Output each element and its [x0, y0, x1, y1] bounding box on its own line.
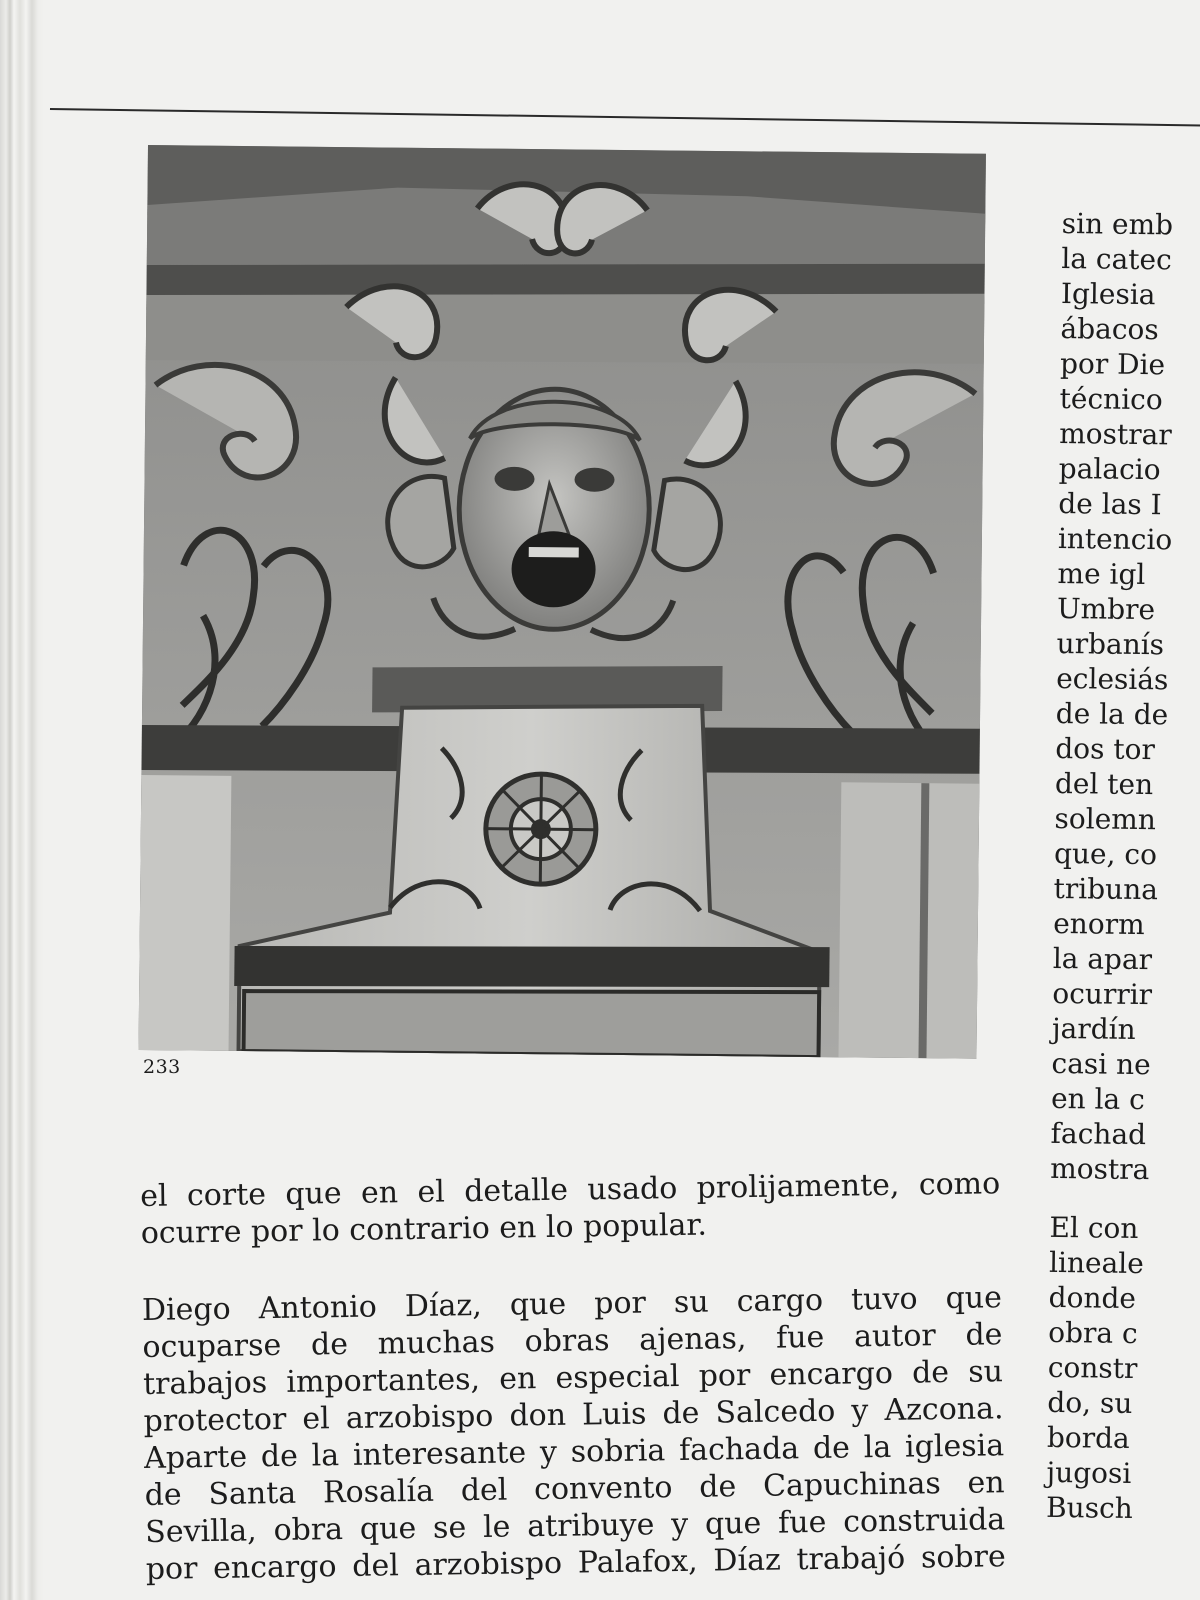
text-line: Iglesia [1060, 276, 1156, 312]
text-line: tribuna [1053, 871, 1159, 907]
book-binding-edge [0, 0, 44, 1600]
text-line: Diego Antonio Díaz, que por su cargo tuvo que [141, 1280, 1003, 1328]
text-line: lineale [1048, 1245, 1145, 1281]
text-line: me igl [1057, 556, 1146, 592]
text-line: palacio [1058, 451, 1161, 487]
text-line: fachad [1050, 1116, 1147, 1152]
text-line: ocuparse de muchas obras ajenas, fue autor de [142, 1317, 1003, 1365]
text-line: por encargo del arzobispo Palafox, Díaz trabajó sobre [145, 1539, 1006, 1587]
paragraph [1050, 206, 1200, 1189]
text-line: trabajos importantes, en especial por encargo de su [142, 1354, 1004, 1402]
page-header-rule [50, 108, 1200, 127]
text-line: en la c [1050, 1081, 1146, 1117]
right-text-column-cropped [1046, 206, 1200, 1552]
text-line: jugosi [1046, 1455, 1132, 1490]
text-line: Busch [1045, 1490, 1133, 1525]
text-line: sin emb [1061, 206, 1174, 242]
text-line: la catec [1061, 241, 1172, 277]
text-line: enorm [1053, 906, 1145, 942]
text-line: jardín [1051, 1011, 1136, 1046]
text-line: eclesiás [1056, 661, 1169, 697]
text-line: el corte que en el detalle usado prolijamente, como [140, 1166, 1001, 1214]
text-line: mostrar [1059, 416, 1172, 452]
text-line: solemn [1054, 801, 1157, 837]
text-line: urbanís [1056, 626, 1165, 662]
text-line: de las I [1058, 486, 1162, 522]
figure-number: 233 [143, 1056, 181, 1078]
paragraph [140, 1165, 1001, 1252]
text-line: protector el arzobispo don Luis de Salcedo y Azcona. [143, 1391, 1004, 1439]
text-line: intencio [1057, 521, 1173, 557]
text-line: El con [1049, 1210, 1139, 1246]
text-line: ábacos [1060, 311, 1159, 347]
paragraph [1046, 1210, 1200, 1528]
text-line: borda [1046, 1420, 1130, 1455]
text-line: la apar [1052, 941, 1153, 977]
text-line: que, co [1053, 836, 1158, 872]
text-line: ocurre por lo contrario en lo popular. [140, 1207, 708, 1251]
left-text-column [140, 1165, 1007, 1600]
text-line: constr [1047, 1350, 1138, 1386]
text-line: técnico [1059, 381, 1163, 417]
text-line: casi ne [1051, 1046, 1151, 1082]
text-line: del ten [1054, 766, 1154, 802]
text-line: Umbre [1056, 591, 1156, 627]
text-line: donde [1048, 1280, 1137, 1315]
text-line: de la de [1055, 696, 1169, 732]
paragraph [142, 1279, 1006, 1588]
photo-grayscale-stone-carving [139, 145, 986, 1059]
text-line: Sevilla, obra que se le atribuye y que fue construida [144, 1502, 1006, 1550]
text-line: Aparte de la interesante y sobria fachada de la iglesia [143, 1428, 1005, 1476]
text-line: dos tor [1055, 731, 1156, 767]
text-line: mostra [1050, 1151, 1150, 1187]
text-line: ocurrir [1052, 976, 1153, 1012]
figure-photo-baroque-capital [139, 145, 986, 1059]
text-line: obra c [1048, 1315, 1138, 1351]
text-line: de Santa Rosalía del convento de Capuchinas en [144, 1465, 1005, 1513]
text-line: por Die [1059, 346, 1166, 382]
text-line: do, su [1047, 1385, 1133, 1420]
